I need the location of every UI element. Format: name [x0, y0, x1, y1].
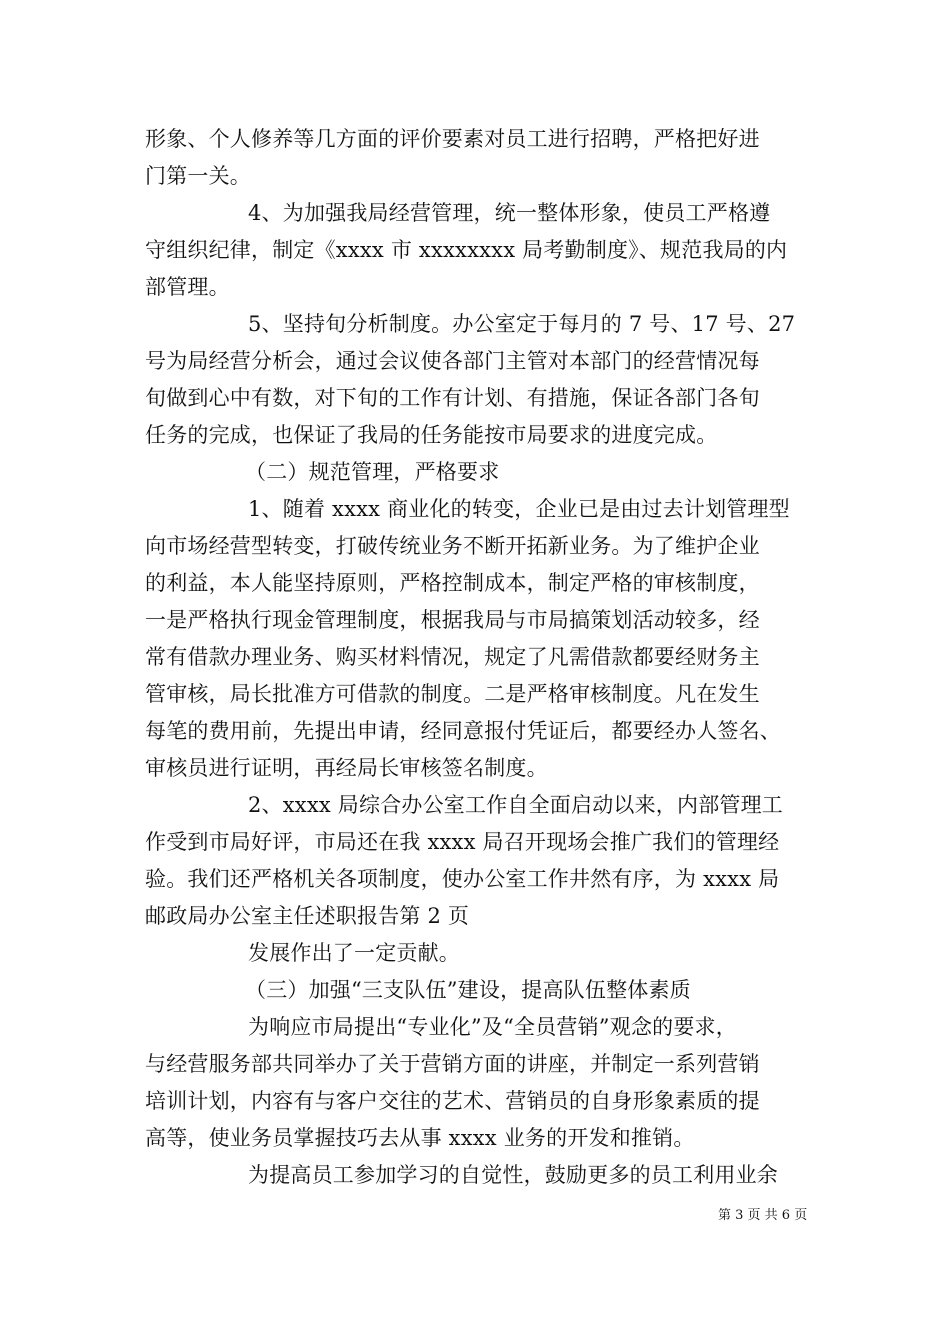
- embedded-title-line: 邮政局办公室主任述职报告第 2 页: [145, 904, 470, 928]
- section-heading: （二）规范管理，严格要求: [245, 460, 500, 484]
- paragraph-line: 发展作出了一定贡献。: [248, 941, 460, 965]
- body-line: 部管理。: [145, 275, 230, 299]
- body-line: 与经营服务部共同举办了关于营销方面的讲座，并制定一系列营销: [145, 1052, 760, 1076]
- paragraph-line: 为提高员工参加学习的自觉性，鼓励更多的员工利用业余: [248, 1163, 778, 1187]
- body-line: 门第一关。: [145, 164, 251, 188]
- page-number-footer: 第 3 页 共 6 页: [718, 1208, 808, 1223]
- body-line: 审核员进行证明，再经局长审核签名制度。: [145, 756, 548, 780]
- body-line: 任务的完成，也保证了我局的任务能按市局要求的进度完成。: [145, 423, 718, 447]
- body-line: 培训计划，内容有与客户交往的艺术、营销员的自身形象素质的提: [145, 1089, 760, 1113]
- paragraph-line: 为响应市局提出“专业化”及“全员营销”观念的要求，: [248, 1015, 737, 1039]
- paragraph-line: 5、坚持旬分析制度。办公室定于每月的 7 号、17 号、27: [248, 312, 796, 336]
- section-heading: （三）加强“三支队伍”建设，提高队伍整体素质: [245, 978, 691, 1002]
- body-line: 常有借款办理业务、购买材料情况，规定了凡需借款都要经财务主: [145, 645, 760, 669]
- paragraph-line: 4、为加强我局经营管理，统一整体形象，使员工严格遵: [248, 201, 771, 225]
- body-line: 向市场经营型转变，打破传统业务不断开拓新业务。为了维护企业: [145, 534, 760, 558]
- body-line: 作受到市局好评，市局还在我 xxxx 局召开现场会推广我们的管理经: [145, 830, 780, 854]
- body-line: 旬做到心中有数，对下旬的工作有计划、有措施，保证各部门各旬: [145, 386, 760, 410]
- body-line: 号为局经营分析会，通过会议使各部门主管对本部门的经营情况每: [145, 349, 760, 373]
- body-line: 验。我们还严格机关各项制度，使办公室工作井然有序，为 xxxx 局: [145, 867, 780, 891]
- body-line: 一是严格执行现金管理制度，根据我局与市局搞策划活动较多，经: [145, 608, 760, 632]
- body-line: 守组织纪律，制定《xxxx 市 xxxxxxxx 局考勤制度》、规范我局的内: [145, 238, 788, 262]
- body-line: 的利益，本人能坚持原则，严格控制成本，制定严格的审核制度，: [145, 571, 760, 595]
- body-line: 每笔的费用前，先提出申请，经同意报付凭证后，都要经办人签名、: [145, 719, 781, 743]
- body-line: 高等，使业务员掌握技巧去从事 xxxx 业务的开发和推销。: [145, 1126, 695, 1150]
- paragraph-line: 2、xxxx 局综合办公室工作自全面启动以来，内部管理工: [248, 793, 784, 817]
- body-line: 管审核，局长批准方可借款的制度。二是严格审核制度。凡在发生: [145, 682, 760, 706]
- paragraph-line: 1、随着 xxxx 商业化的转变，企业已是由过去计划管理型: [248, 497, 790, 521]
- body-line: 形象、个人修养等几方面的评价要素对员工进行招聘，严格把好进: [145, 127, 760, 151]
